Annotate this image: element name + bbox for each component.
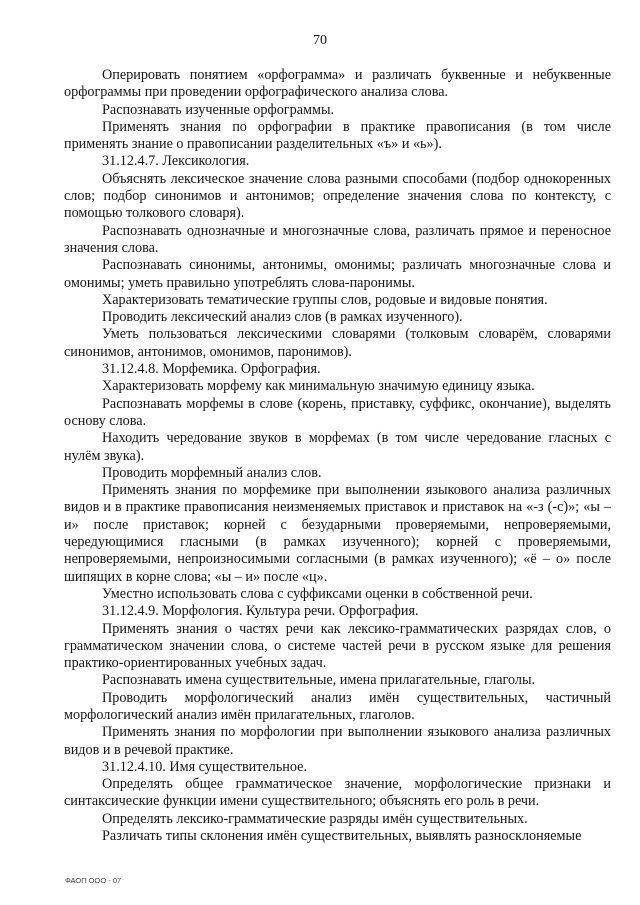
paragraph: Применять знания по орфографии в практике правописания (в том числе применять знание о правописании разделительных «ъ» и «ь»). xyxy=(64,118,611,153)
paragraph: Применять знания по морфологии при выполнении языкового анализа различных видов и в речевой практике. xyxy=(64,724,611,758)
paragraph: Характеризовать тематические группы слов, родовые и видовые понятия. xyxy=(102,291,548,308)
paragraph: Оперировать понятием «орфограмма» и различать буквенные и небуквенные орфограммы при проведении орфографического анализа слова. xyxy=(64,67,611,101)
paragraph: Проводить морфологический анализ имён существительных, частичный морфологический анализ имён прилагательных, глаголов. xyxy=(64,689,611,723)
paragraph: Проводить лексический анализ слов (в рамках изученного). xyxy=(102,309,463,326)
paragraph: Уметь пользоваться лексическими словарями (толковым словарём, словарями синонимов, антонимов, омонимов, паронимов). xyxy=(64,326,611,360)
document-body xyxy=(64,67,611,845)
paragraph: Уместно использовать слова с суффиксами оценки в собственной речи. xyxy=(102,585,533,602)
paragraph: 31.12.4.9. Морфология. Культура речи. Орфография. xyxy=(102,603,419,620)
paragraph: Находить чередование звуков в морфемах (в том числе чередование гласных с нулём звука). xyxy=(64,430,611,464)
paragraph: 31.12.4.8. Морфемика. Орфография. xyxy=(102,361,321,378)
paragraph: Применять знания по морфемике при выполнении языкового анализа различных видов и в практике правописания неизменяемых приставок и приставок на «-з (-с)»; «ы – и» после приставок; корней с безударными проверяемыми, непроверяемыми, чередующимися гласными (в рамках изученного); корней с проверяемыми, непроверяемыми, непроизносимыми согласными (в рамках изученного); «ё – о» после шипящих в корне слова; «ы – и» после «ц». xyxy=(64,482,611,585)
paragraph: 31.12.4.10. Имя существительное. xyxy=(102,758,308,775)
document-footer: ФАОП ООО - 07 xyxy=(65,876,122,885)
paragraph: Определять общее грамматическое значение, морфологические признаки и синтаксические функции имени существительного; объяснять его роль в речи. xyxy=(64,776,611,810)
paragraph: Характеризовать морфему как минимальную значимую единицу языка. xyxy=(102,378,535,395)
paragraph: 31.12.4.7. Лексикология. xyxy=(102,153,250,170)
paragraph: Распознавать синонимы, антонимы, омонимы; различать многозначные слова и омонимы; уметь правильно употреблять слова-паронимы. xyxy=(64,257,611,291)
paragraph: Определять лексико-грамматические разряды имён существительных. xyxy=(102,810,528,827)
paragraph: Распознавать изученные орфограммы. xyxy=(102,101,335,118)
paragraph: Различать типы склонения имён существительных, выявлять разносклоняемые xyxy=(102,828,582,845)
paragraph: Проводить морфемный анализ слов. xyxy=(102,464,322,481)
paragraph: Применять знания о частях речи как лексико-грамматических разрядах слов, о грамматическом значении слова, о системе частей речи в русском языке для решения практико-ориентированных учебных задач. xyxy=(64,620,611,672)
paragraph: Объяснять лексическое значение слова разными способами (подбор однокоренных слов; подбор синонимов и антонимов; определение значения слова по контексту, с помощью толкового словаря). xyxy=(64,170,611,222)
paragraph: Распознавать морфемы в слове (корень, приставку, суффикс, окончание), выделять основу слова. xyxy=(64,395,611,429)
page-number: 70 xyxy=(313,33,327,48)
paragraph: Распознавать имена существительные, имена прилагательные, глаголы. xyxy=(102,672,536,689)
paragraph: Распознавать однозначные и многозначные слова, различать прямое и переносное значения слова. xyxy=(64,222,611,256)
